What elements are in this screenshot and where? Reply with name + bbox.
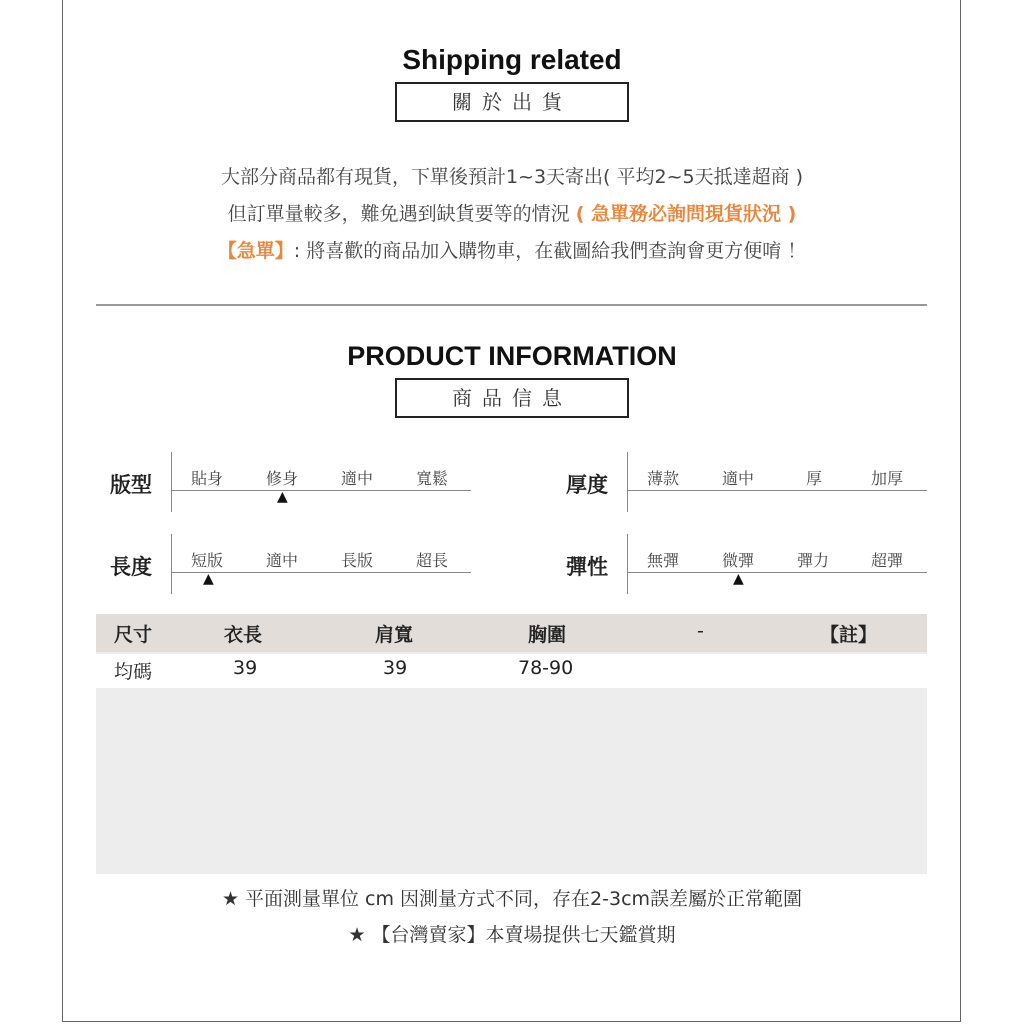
header-size: 尺寸	[114, 624, 153, 646]
elasticity-option-4: 超彈	[871, 551, 904, 570]
shipping-subtitle-box	[395, 82, 629, 122]
elasticity-selected-marker: ▲	[733, 571, 744, 587]
fit-selected-marker: ▲	[277, 489, 288, 505]
product-title: PRODUCT INFORMATION	[347, 341, 677, 371]
length-scale-line	[171, 572, 471, 573]
size-table-header	[96, 614, 927, 652]
elasticity-label: 彈性	[566, 555, 608, 579]
fit-option-4: 寬鬆	[416, 469, 449, 488]
elasticity-scale-line	[627, 572, 927, 573]
thickness-option-1: 薄款	[647, 469, 680, 488]
fit-divider	[171, 452, 172, 512]
table-row	[96, 654, 927, 688]
shipping-subtitle: 關於出貨	[452, 90, 572, 114]
thickness-scale-line	[627, 490, 927, 491]
length-option-4: 超長	[416, 551, 449, 570]
length-selected-marker: ▲	[203, 571, 214, 587]
length-option-1: 短版	[191, 551, 224, 570]
shipping-line-1: 大部分商品都有現貨，下單後預計1~3天寄出( 平均2~5天抵達超商 )	[220, 166, 804, 188]
urgent-tag: 【急單】	[217, 240, 294, 262]
shipping-line-3	[0, 236, 1024, 263]
thickness-option-2: 適中	[722, 469, 755, 488]
fit-scale-line	[171, 490, 471, 491]
measurement-note: ★ 平面測量單位 cm 因測量方式不同，存在2-3cm誤差屬於正常範圍	[221, 888, 803, 910]
product-subtitle-box	[395, 378, 629, 418]
seller-note: ★ 【台灣賣家】本賣場提供七天鑑賞期	[348, 924, 676, 946]
shipping-line-2-text: 但訂單量較多，難免遇到缺貨要等的情況	[227, 203, 570, 225]
fit-option-2: 修身	[266, 469, 299, 488]
thickness-option-3: 厚	[806, 469, 823, 488]
thickness-divider	[627, 452, 628, 512]
length-divider	[171, 534, 172, 594]
fit-option-3: 適中	[341, 469, 374, 488]
thickness-option-4: 加厚	[871, 469, 904, 488]
header-note: 【註】	[820, 624, 878, 646]
cell-length: 39	[233, 657, 258, 679]
length-option-2: 適中	[266, 551, 299, 570]
section-divider	[96, 304, 927, 306]
length-label: 長度	[110, 555, 152, 579]
elasticity-option-3: 彈力	[797, 551, 830, 570]
product-subtitle: 商品信息	[452, 386, 572, 410]
fit-label: 版型	[110, 473, 152, 497]
shipping-urgent-note: ( 急單務必詢問現貨狀況 )	[575, 203, 797, 225]
length-option-3: 長版	[341, 551, 374, 570]
header-shoulder: 肩寬	[375, 624, 414, 646]
elasticity-divider	[627, 534, 628, 594]
shipping-title: Shipping related	[402, 44, 622, 75]
shipping-line-3-text: : 將喜歡的商品加入購物車，在截圖給我們查詢會更方便唷 ！	[293, 240, 807, 262]
elasticity-option-2: 微彈	[722, 551, 755, 570]
header-chest: 胸圍	[528, 624, 567, 646]
header-dash: -	[697, 620, 704, 642]
shipping-line-2	[0, 199, 1024, 226]
size-table	[96, 614, 927, 874]
cell-chest: 78-90	[518, 657, 574, 679]
fit-option-1: 貼身	[191, 469, 224, 488]
header-length: 衣長	[224, 624, 263, 646]
cell-shoulder: 39	[383, 657, 408, 679]
cell-size: 均碼	[114, 661, 153, 683]
elasticity-option-1: 無彈	[647, 551, 680, 570]
thickness-label: 厚度	[566, 473, 608, 497]
